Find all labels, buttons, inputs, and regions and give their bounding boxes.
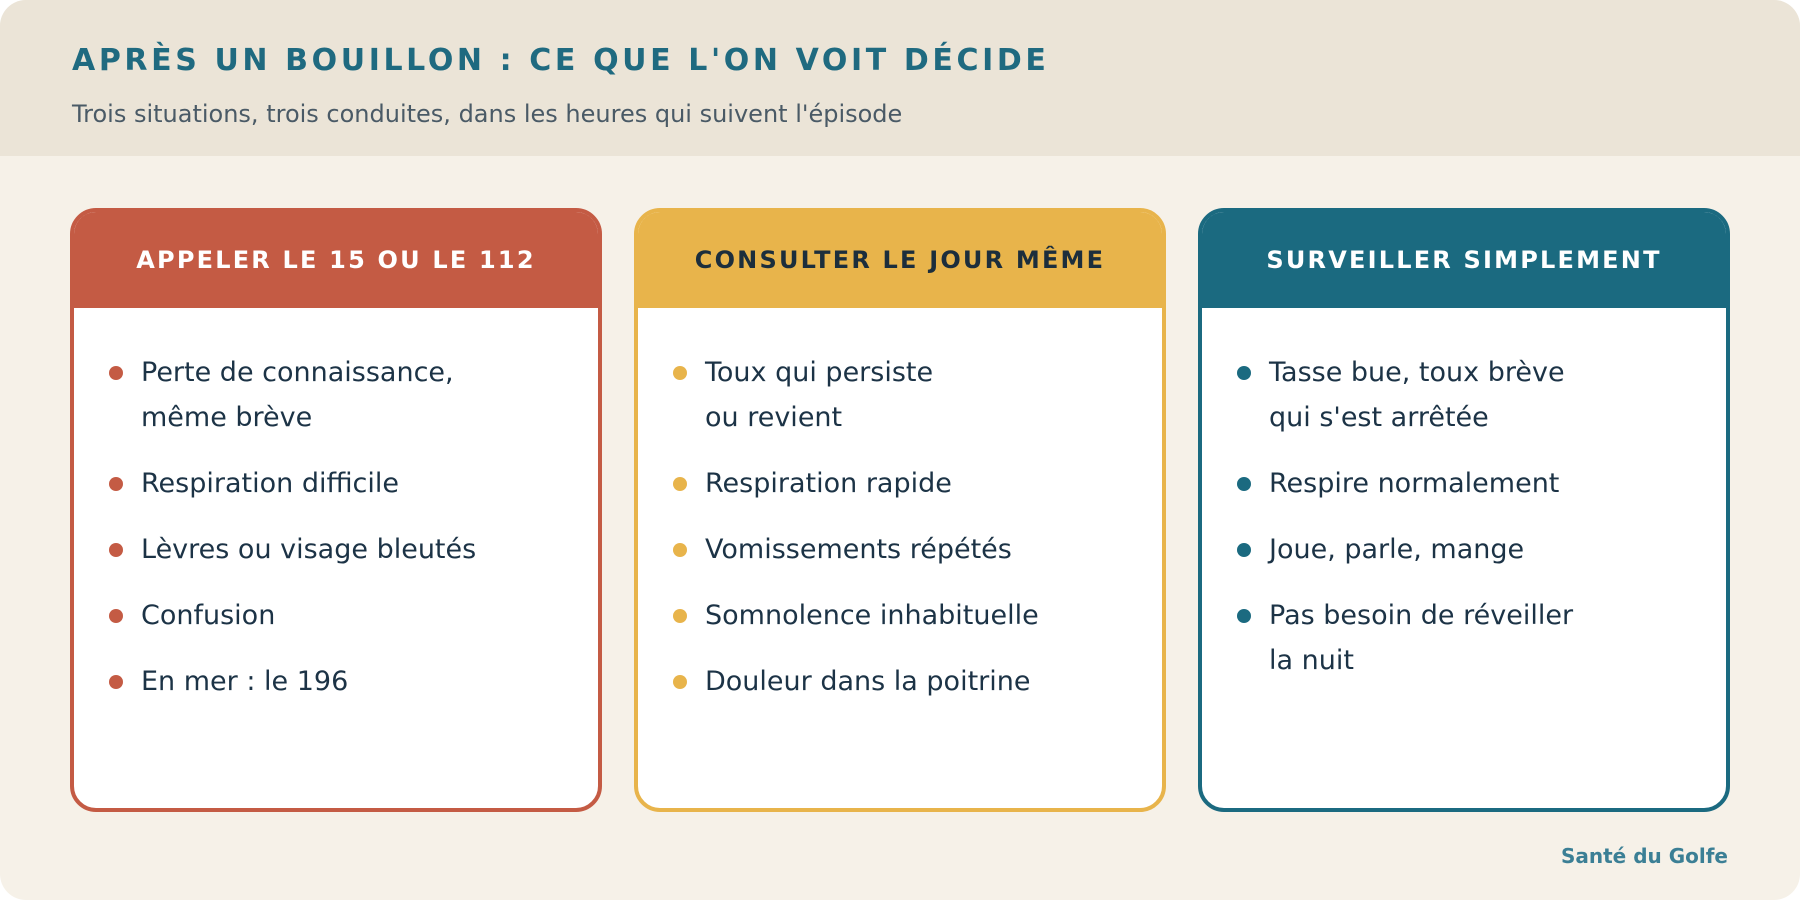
list-item-text: Vomissements répétés bbox=[705, 534, 1012, 565]
card-heading: SURVEILLER SIMPLEMENT bbox=[1202, 212, 1726, 308]
list-item-text-continued: qui s'est arrêtée bbox=[1269, 402, 1489, 433]
list-item-text: Lèvres ou visage bleutés bbox=[141, 534, 477, 565]
bullet-dot-icon bbox=[1237, 543, 1251, 557]
bullet-dot-icon bbox=[673, 675, 687, 689]
list-item-text: Tasse bue, toux brève bbox=[1269, 357, 1565, 388]
list-item bbox=[1235, 461, 1716, 506]
card-heading: CONSULTER LE JOUR MÊME bbox=[638, 212, 1162, 308]
card-heading: APPELER LE 15 OU LE 112 bbox=[74, 212, 598, 308]
bullet-dot-icon bbox=[1237, 609, 1251, 623]
brand-credit: Santé du Golfe bbox=[1560, 844, 1728, 868]
bullet-dot-icon bbox=[109, 543, 123, 557]
list-item-text: Joue, parle, mange bbox=[1269, 534, 1525, 565]
card-item-list bbox=[107, 350, 588, 725]
bullet-dot-icon bbox=[109, 609, 123, 623]
list-item-text: Perte de connaissance, bbox=[141, 357, 454, 388]
header-band bbox=[0, 0, 1800, 156]
list-item-text: Somnolence inhabituelle bbox=[705, 600, 1039, 631]
bullet-dot-icon bbox=[109, 477, 123, 491]
bullet-dot-icon bbox=[109, 675, 123, 689]
list-item bbox=[107, 527, 588, 572]
list-item-text: Respiration difficile bbox=[141, 468, 400, 499]
list-item bbox=[1235, 527, 1716, 572]
bullet-dot-icon bbox=[673, 543, 687, 557]
list-item bbox=[671, 593, 1152, 638]
bullet-dot-icon bbox=[673, 609, 687, 623]
bullet-dot-icon bbox=[1237, 366, 1251, 380]
bullet-dot-icon bbox=[673, 477, 687, 491]
list-item bbox=[671, 350, 1152, 440]
list-item-text: Respiration rapide bbox=[705, 468, 952, 499]
list-item bbox=[671, 659, 1152, 704]
list-item bbox=[107, 350, 588, 440]
card-item-list bbox=[1235, 350, 1716, 704]
list-item-text: Respire normalement bbox=[1269, 468, 1560, 499]
page-subtitle: Trois situations, trois conduites, dans les heures qui suivent l'épisode bbox=[72, 100, 903, 128]
list-item bbox=[107, 659, 588, 704]
card-monitor bbox=[1198, 208, 1730, 812]
bullet-dot-icon bbox=[673, 366, 687, 380]
list-item bbox=[671, 527, 1152, 572]
list-item-text: Douleur dans la poitrine bbox=[705, 666, 1031, 697]
bullet-dot-icon bbox=[109, 366, 123, 380]
list-item-text-continued: ou revient bbox=[705, 402, 843, 433]
list-item-text-continued: même brève bbox=[141, 402, 313, 433]
list-item-text: En mer : le 196 bbox=[141, 666, 349, 697]
list-item-text: Confusion bbox=[141, 600, 276, 631]
page-title: APRÈS UN BOUILLON : CE QUE L'ON VOIT DÉCIDE bbox=[72, 43, 1050, 78]
list-item-text: Pas besoin de réveiller bbox=[1269, 600, 1574, 631]
list-item bbox=[107, 461, 588, 506]
list-item bbox=[1235, 350, 1716, 440]
list-item bbox=[1235, 593, 1716, 683]
list-item bbox=[671, 461, 1152, 506]
list-item bbox=[107, 593, 588, 638]
card-item-list bbox=[671, 350, 1152, 725]
card-emergency bbox=[70, 208, 602, 812]
bullet-dot-icon bbox=[1237, 477, 1251, 491]
list-item-text-continued: la nuit bbox=[1269, 645, 1354, 676]
list-item-text: Toux qui persiste bbox=[705, 357, 934, 388]
card-same-day bbox=[634, 208, 1166, 812]
